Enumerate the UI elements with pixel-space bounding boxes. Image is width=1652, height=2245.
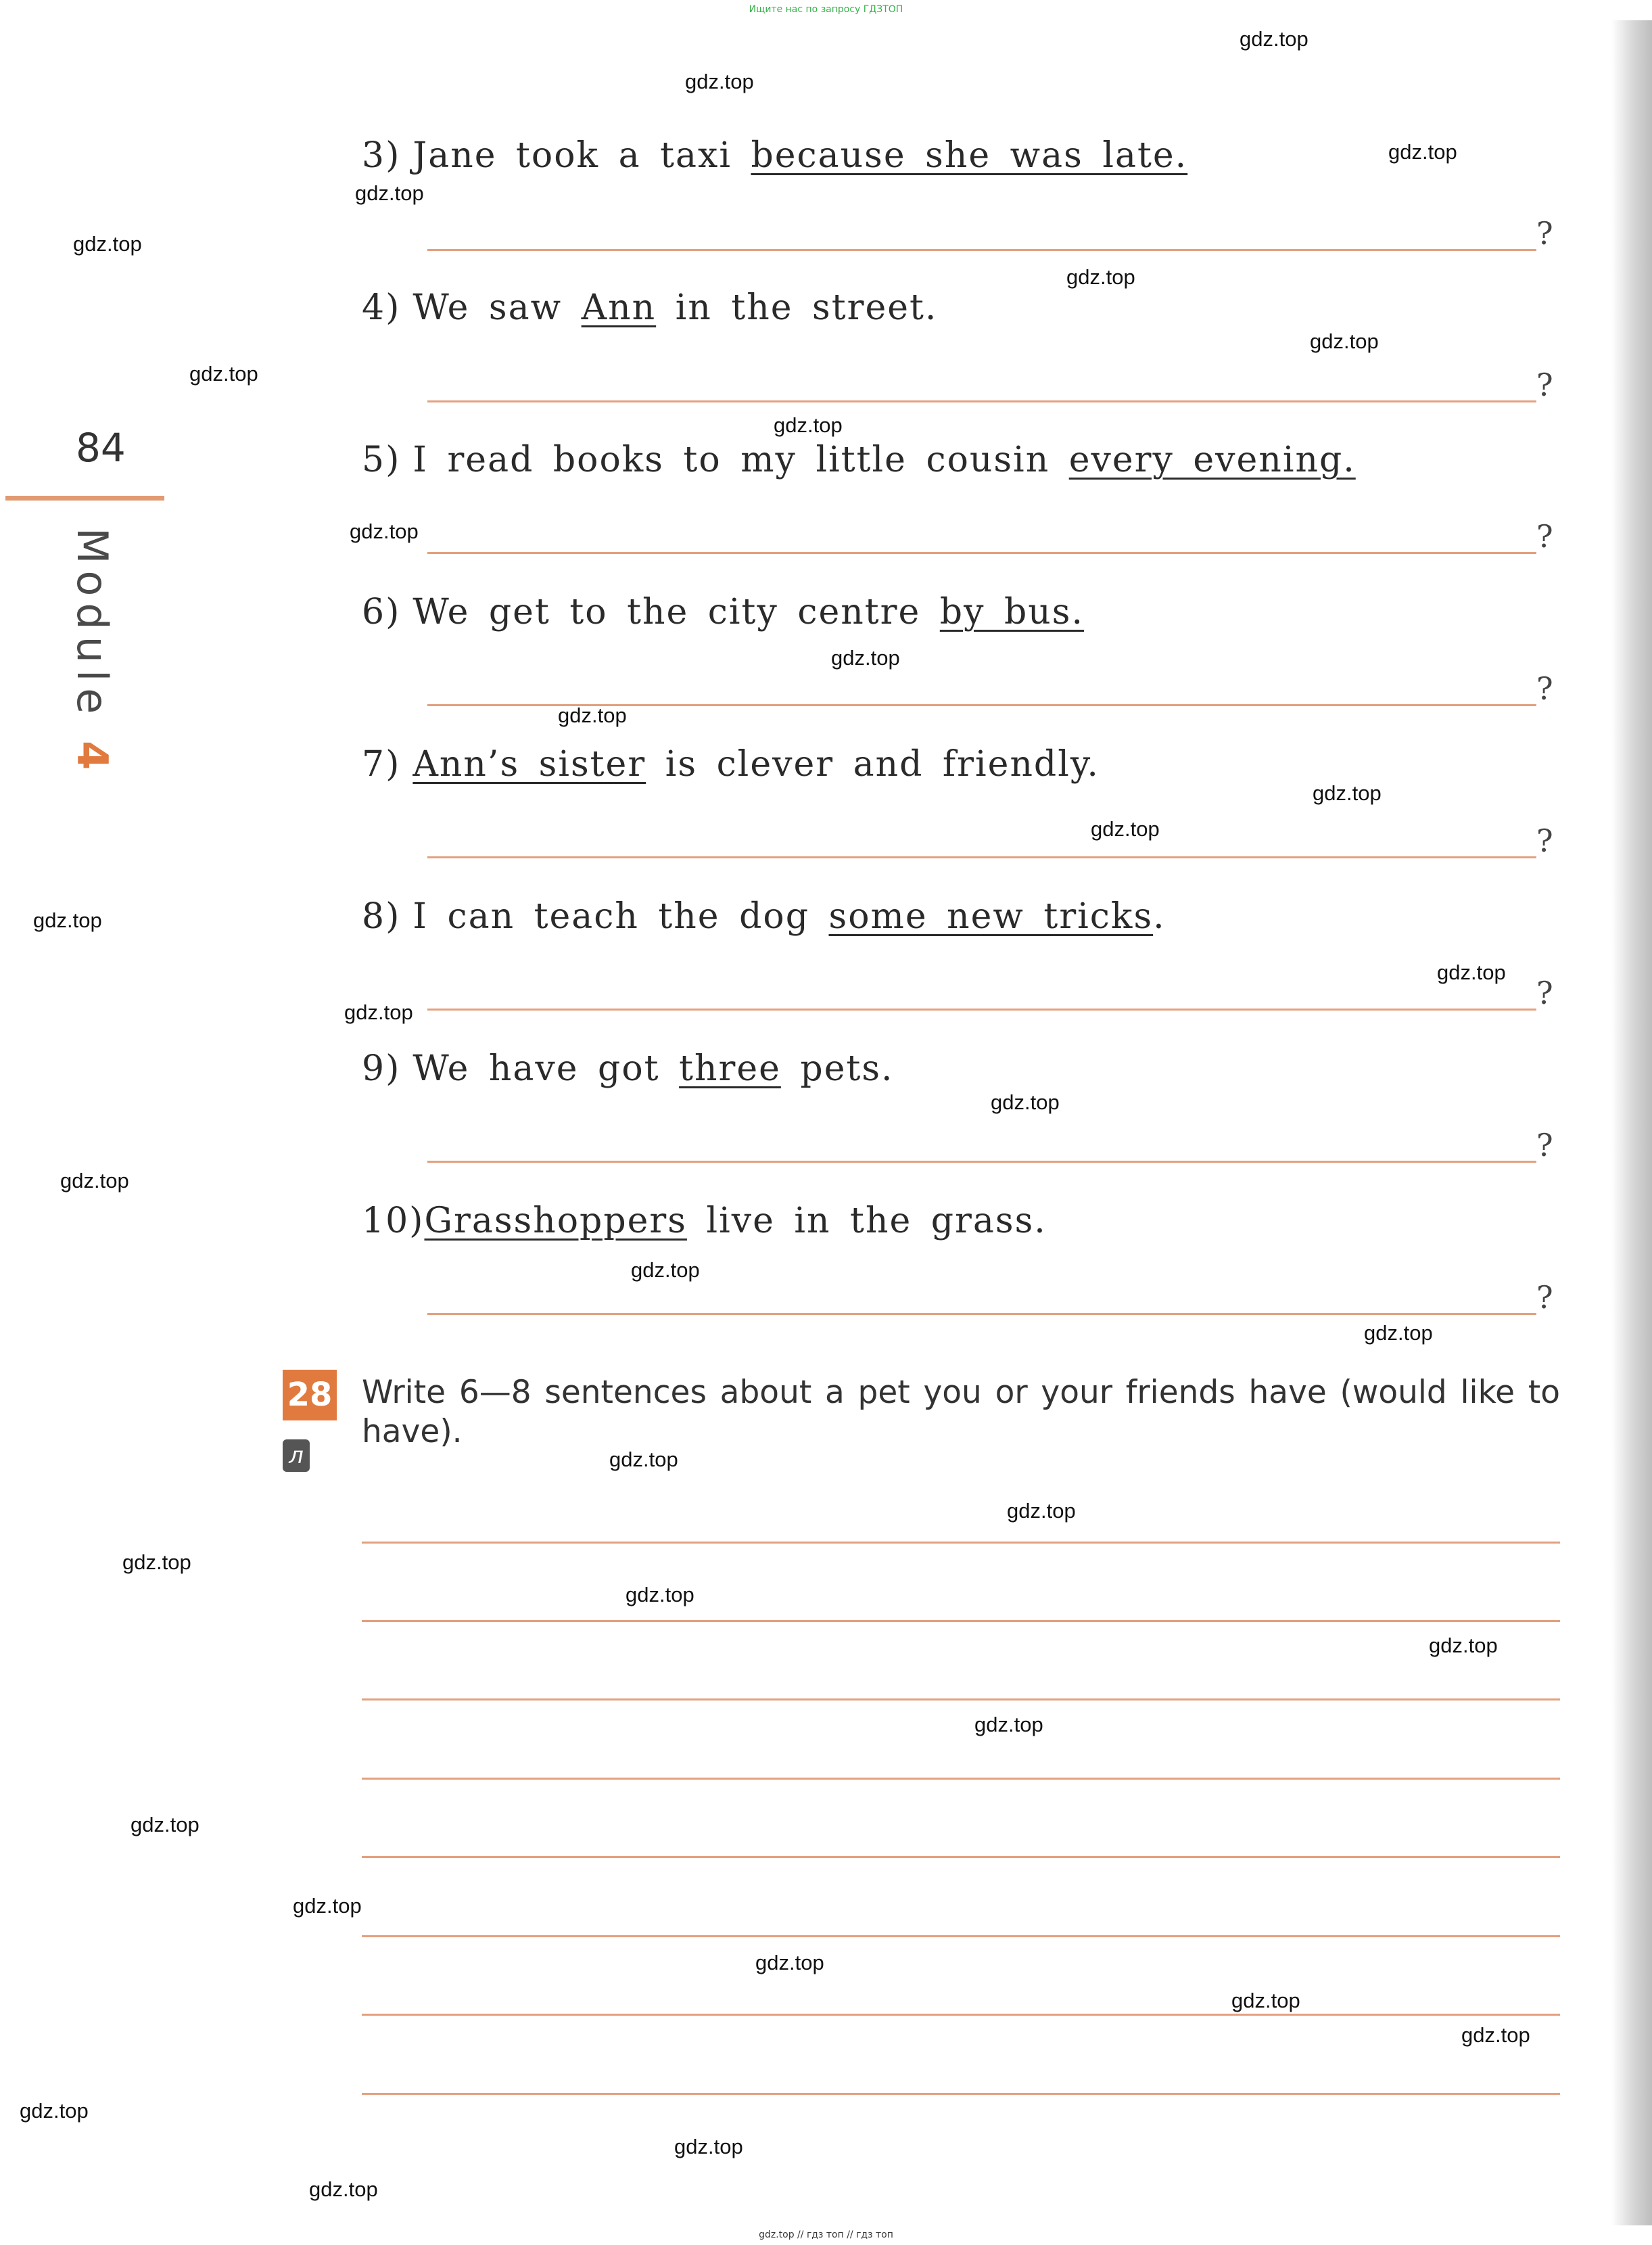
answer-line-9[interactable]	[427, 1161, 1536, 1163]
question-number: 7)	[362, 744, 401, 785]
answer-question-mark: ?	[1536, 670, 1553, 707]
watermark: gdz.top	[755, 1951, 824, 1974]
question-text-after: in the street.	[656, 287, 938, 328]
question-text-before: Jane took a taxi	[412, 135, 751, 176]
answer-question-mark: ?	[1536, 1127, 1553, 1163]
watermark: gdz.top	[774, 413, 843, 437]
writing-line-8[interactable]	[362, 2093, 1560, 2095]
question-text-before: I read books to my little cousin	[412, 440, 1069, 480]
question-underlined: three	[679, 1048, 781, 1089]
module-label	[70, 528, 117, 777]
watermark: gdz.top	[33, 908, 102, 932]
writing-line-4[interactable]	[362, 1778, 1560, 1780]
question-text-before: We saw	[412, 287, 582, 328]
question-text-before: We get to the city centre	[412, 592, 940, 632]
question-10	[362, 1201, 1047, 1241]
watermark: gdz.top	[974, 1713, 1043, 1736]
question-9	[362, 1048, 894, 1089]
question-5	[362, 440, 1356, 480]
question-4	[362, 287, 937, 328]
answer-question-mark: ?	[1536, 975, 1553, 1011]
answer-question-mark: ?	[1536, 823, 1553, 859]
writing-line-7[interactable]	[362, 2014, 1560, 2016]
question-number: 10)	[362, 1201, 425, 1241]
watermark: gdz.top	[355, 181, 424, 205]
question-number: 9)	[362, 1048, 401, 1089]
watermark: gdz.top	[309, 2177, 378, 2201]
writing-line-1[interactable]	[362, 1542, 1560, 1544]
watermark: gdz.top	[350, 519, 419, 543]
module-number: 4	[68, 741, 117, 777]
watermark: gdz.top	[1313, 781, 1382, 805]
watermark: gdz.top	[1364, 1321, 1433, 1345]
watermark: gdz.top	[20, 2099, 89, 2123]
answer-line-5[interactable]	[427, 552, 1536, 554]
answer-line-3[interactable]	[427, 249, 1536, 251]
question-number: 8)	[362, 896, 401, 937]
question-underlined: Grasshoppers	[424, 1201, 687, 1241]
question-3	[362, 135, 1187, 176]
header-note: Ищите нас по запросу ГДЗТОП	[749, 4, 903, 15]
answer-question-mark: ?	[1536, 215, 1553, 252]
answer-line-10[interactable]	[427, 1313, 1536, 1315]
question-8	[362, 896, 1166, 937]
page-number: 84	[76, 425, 126, 471]
watermark: gdz.top	[1066, 265, 1135, 289]
watermark: gdz.top	[991, 1090, 1060, 1114]
question-6	[362, 592, 1084, 632]
watermark: gdz.top	[609, 1448, 678, 1471]
watermark: gdz.top	[1429, 1634, 1498, 1657]
side-divider	[5, 496, 164, 501]
watermark: gdz.top	[674, 2135, 743, 2158]
watermark: gdz.top	[344, 1000, 413, 1024]
answer-question-mark: ?	[1536, 518, 1553, 555]
writing-line-2[interactable]	[362, 1620, 1560, 1622]
watermark: gdz.top	[1461, 2023, 1530, 2047]
watermark: gdz.top	[60, 1169, 129, 1193]
watermark: gdz.top	[1388, 140, 1457, 164]
question-text-after: pets.	[780, 1048, 894, 1089]
watermark: gdz.top	[831, 646, 900, 670]
question-text-after: is clever and friendly.	[646, 744, 1100, 785]
writing-line-3[interactable]	[362, 1698, 1560, 1700]
answer-line-7[interactable]	[427, 856, 1536, 858]
writing-line-6[interactable]	[362, 1935, 1560, 1937]
question-underlined: Ann	[581, 287, 657, 328]
watermark: gdz.top	[1091, 817, 1160, 841]
watermark: gdz.top	[73, 232, 142, 256]
watermark: gdz.top	[1231, 1989, 1300, 2012]
question-text-before: We have got	[412, 1048, 680, 1089]
watermark: gdz.top	[1437, 961, 1506, 984]
task-instruction: Write 6—8 sentences about a pet you or your friends have (would like to have).	[362, 1374, 1560, 1450]
watermark: gdz.top	[631, 1258, 700, 1282]
question-number: 5)	[362, 440, 401, 480]
watermark: gdz.top	[1007, 1499, 1076, 1523]
watermark: gdz.top	[626, 1583, 694, 1606]
question-underlined: every evening.	[1068, 440, 1356, 480]
page-edge-shadow	[1611, 20, 1652, 2225]
watermark: gdz.top	[558, 703, 627, 727]
question-text-after: .	[1153, 896, 1166, 937]
watermark: gdz.top	[131, 1813, 199, 1836]
question-underlined: by bus.	[939, 592, 1084, 632]
listen-icon: л	[283, 1439, 310, 1472]
question-text-before: I can teach the dog	[412, 896, 829, 937]
answer-line-4[interactable]	[427, 400, 1536, 402]
question-number: 4)	[362, 287, 401, 328]
watermark: gdz.top	[122, 1550, 191, 1574]
answer-question-mark: ?	[1536, 1279, 1553, 1316]
watermark: gdz.top	[293, 1894, 362, 1918]
question-number: 3)	[362, 135, 401, 176]
question-underlined: Ann’s sister	[412, 744, 646, 785]
watermark: gdz.top	[1310, 329, 1379, 353]
question-underlined: because she was late.	[751, 135, 1188, 176]
question-text-after: live in the grass.	[686, 1201, 1047, 1241]
question-underlined: some new tricks	[828, 896, 1154, 937]
question-number: 6)	[362, 592, 401, 632]
module-word: Module	[68, 528, 117, 721]
watermark: gdz.top	[685, 70, 754, 93]
footer-note: gdz.top // гдз топ // гдз топ	[759, 2229, 893, 2240]
watermark: gdz.top	[189, 362, 258, 386]
task-number-badge: 28	[283, 1370, 337, 1420]
question-7	[362, 744, 1100, 785]
watermark: gdz.top	[1240, 27, 1308, 51]
answer-line-8[interactable]	[427, 1009, 1536, 1011]
answer-question-mark: ?	[1536, 367, 1553, 403]
writing-line-5[interactable]	[362, 1856, 1560, 1858]
